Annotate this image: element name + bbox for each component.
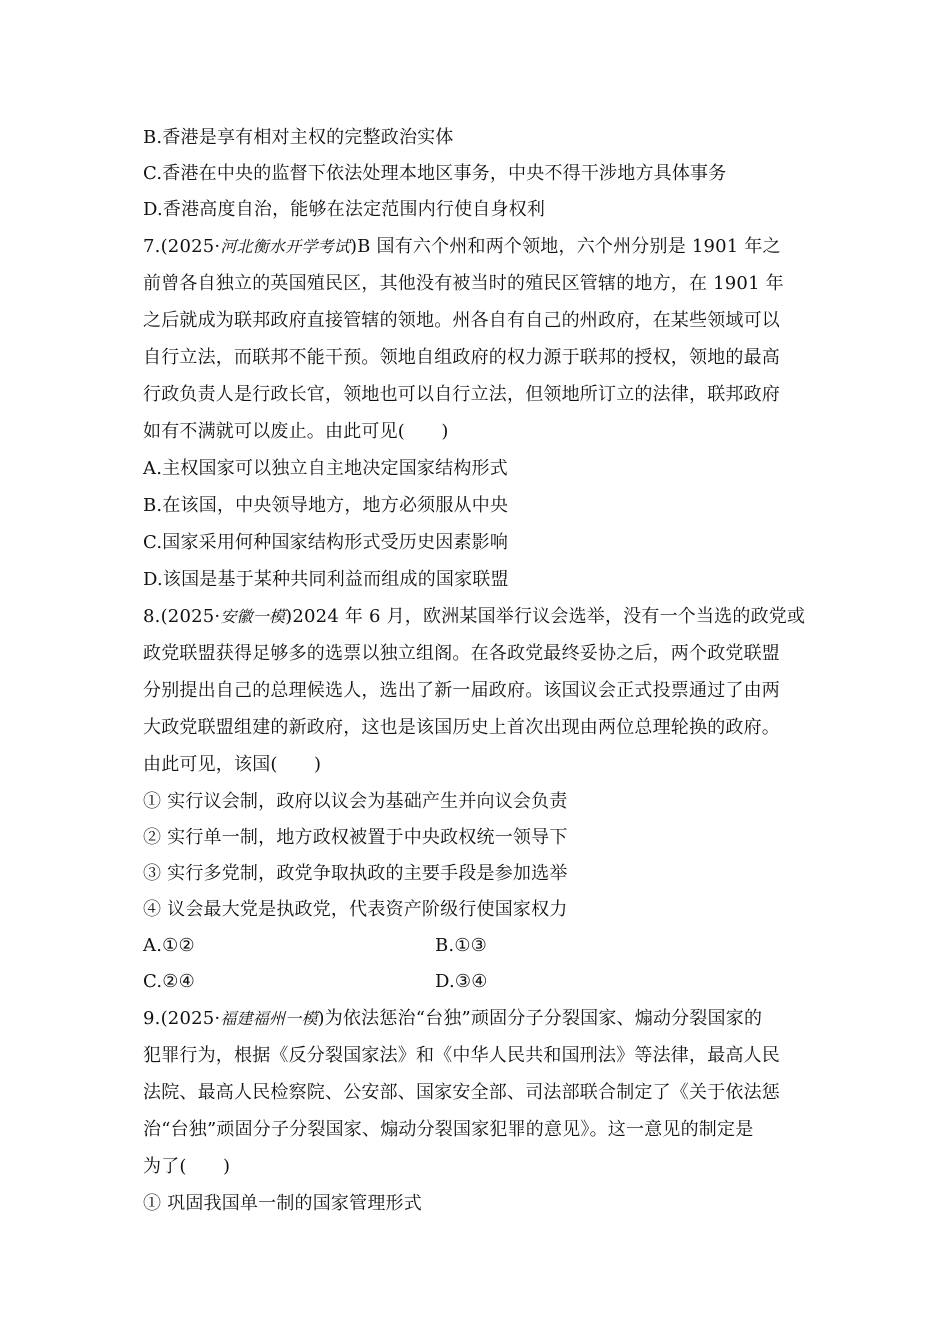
q7-stem-line-2: 前曾各自独立的英国殖民区，其他没有被当时的殖民区管辖的地方，在 1901 年 (143, 273, 784, 294)
q8-option-c: C.②④ (143, 971, 195, 992)
q9-stem-line-4: 治“台独”顽固分子分裂国家、煽动分裂国家犯罪的意见》。这一意见的制定是 (143, 1119, 754, 1140)
q8-stem-first-rest: )2024 年 6 月，欧洲某国举行议会选举，没有一个当选的政党或 (285, 606, 806, 627)
q7-source: 河北衡水开学考试 (220, 237, 350, 256)
q7-option-a: A.主权国家可以独立自主地决定国家结构形式 (143, 458, 508, 479)
q8-statement-4: ④ 议会最大党是执政党，代表资产阶级行使国家权力 (143, 899, 568, 920)
q7-stem-line-4: 自行立法，而联邦不能干预。领地自组政府的权力源于联邦的授权，领地的最高 (143, 347, 780, 368)
q9-number: 9.(2025· (143, 1008, 221, 1029)
q8-statement-1: ① 实行议会制，政府以议会为基础产生并向议会负责 (143, 791, 568, 812)
q9-source: 福建福州一模 (220, 1009, 318, 1028)
q6-option-d: D.香港高度自治，能够在法定范围内行使自身权利 (143, 199, 546, 220)
q7-stem-line-6: 如有不满就可以废止。由此可见( ) (143, 421, 449, 442)
q7-stem-line-1 (143, 235, 813, 259)
q8-stem-line-3: 分别提出自己的总理候选人，选出了新一届政府。该国议会正式投票通过了由两 (143, 680, 780, 701)
q7-option-d: D.该国是基于某种共同利益而组成的国家联盟 (143, 569, 509, 590)
q8-statement-2: ② 实行单一制，地方政权被置于中央政权统一领导下 (143, 827, 568, 848)
q7-stem-line-3: 之后就成为联邦政府直接管辖的领地。州各自有自己的州政府，在某些领域可以 (143, 310, 780, 331)
q7-option-c: C.国家采用何种国家结构形式受历史因素影响 (143, 532, 509, 553)
q8-stem-line-4: 大政党联盟组建的新政府，这也是该国历史上首次出现由两位总理轮换的政府。 (143, 717, 780, 738)
q8-statement-3: ③ 实行多党制，政党争取执政的主要手段是参加选举 (143, 863, 568, 884)
q6-option-b: B.香港是享有相对主权的完整政治实体 (143, 127, 454, 148)
q8-option-b: B.①③ (435, 935, 488, 956)
q9-stem-line-3: 法院、最高人民检察院、公安部、国家安全部、司法部联合制定了《关于依法惩 (143, 1082, 780, 1103)
q7-stem-first-rest: )B 国有六个州和两个领地，六个州分别是 1901 年之 (349, 236, 781, 257)
q8-options-row-2 (143, 970, 813, 994)
q8-stem-line-2: 政党联盟获得足够多的选票以独立组阁。在各政党最终妥协之后，两个政党联盟 (143, 643, 780, 664)
q7-option-b: B.在该国，中央领导地方，地方必须服从中央 (143, 495, 509, 516)
q9-stem-first-rest: )为依法惩治“台独”顽固分子分裂国家、煽动分裂国家的 (317, 1008, 763, 1029)
q7-stem-line-5: 行政负责人是行政长官，领地也可以自行立法，但领地所订立的法律，联邦政府 (143, 384, 780, 405)
q9-statement-1: ① 巩固我国单一制的国家管理形式 (143, 1193, 422, 1214)
q8-stem-line-1 (143, 605, 813, 629)
q9-stem-line-1 (143, 1007, 813, 1031)
q8-number: 8.(2025· (143, 606, 221, 627)
q6-option-c: C.香港在中央的监督下依法处理本地区事务，中央不得干涉地方具体事务 (143, 163, 727, 184)
q8-option-d: D.③④ (435, 971, 488, 992)
q8-stem-line-5: 由此可见，该国( ) (143, 754, 322, 775)
q7-number: 7.(2025· (143, 236, 221, 257)
q8-source: 安徽一模 (220, 607, 286, 626)
q8-options-row-1 (143, 934, 813, 958)
q9-stem-line-5: 为了( ) (143, 1156, 231, 1177)
q8-option-a: A.①② (143, 935, 195, 956)
q9-stem-line-2: 犯罪行为，根据《反分裂国家法》和《中华人民共和国刑法》等法律，最高人民 (143, 1045, 780, 1066)
